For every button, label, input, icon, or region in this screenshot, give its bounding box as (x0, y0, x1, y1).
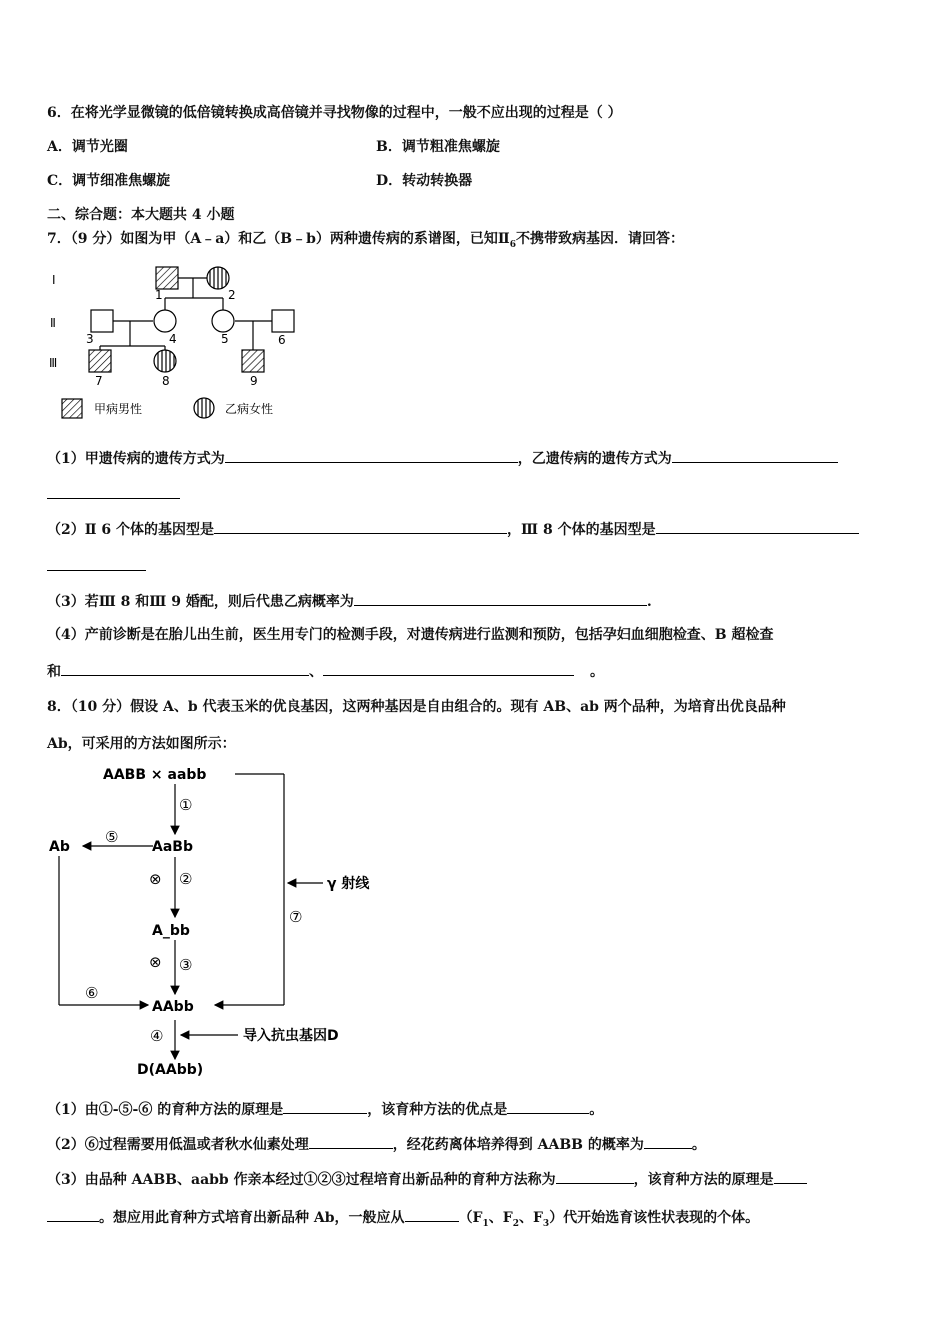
q6-option-d[interactable]: D．转动转换器 (376, 173, 473, 189)
d-aabb-label: D(AAbb) (137, 1062, 204, 1078)
answer-blank[interactable] (283, 1099, 367, 1114)
self-cross-symbol: ⊗ (149, 870, 162, 888)
q8-part2: （2）⑥过程需要用低温或者秋水仙素处理 ，经花药离体培养得到 AABB 的概率为 。 (47, 1134, 706, 1155)
q7-part4: （4）产前诊断是在胎儿出生前，医生用专门的检测手段，对遗传病进行监测和预防，包括孕妇血细胞检查、B 超检查 (47, 627, 774, 643)
answer-blank[interactable] (214, 519, 507, 534)
q6-stem: 6．在将光学显微镜的低倍镜转换成高倍镜并寻找物像的过程中，一般不应出现的过程是（ ） (47, 105, 622, 121)
answer-blank[interactable] (225, 448, 518, 463)
q6-option-c[interactable]: C．调节细准焦螺旋 (47, 173, 171, 189)
step-6: ⑥ (85, 984, 99, 1002)
q7-part2-cont (47, 556, 146, 577)
answer-blank[interactable] (556, 1169, 634, 1184)
answer-blank[interactable] (61, 661, 309, 676)
gamma-ray-label: γ 射线 (327, 876, 370, 892)
pedigree-chart (45, 258, 305, 423)
num-3: 3 (86, 332, 94, 346)
answer-blank[interactable] (47, 556, 146, 571)
legend-a-label: 甲病男性 (94, 402, 143, 416)
a-bb-label: A_bb (152, 923, 190, 939)
gen-label-3: Ⅲ (49, 356, 58, 370)
num-4: 4 (169, 332, 177, 346)
individual-6-male (272, 310, 294, 332)
q8-part3: （3）由品种 AABB、aabb 作亲本经过①②③过程培育出新品种的育种方法称为 ，该育种方法的原理是 (47, 1169, 807, 1190)
step-2: ② (179, 870, 193, 888)
q8-stem-line1: 8．（10 分）假设 A、b 代表玉米的优良基因，这两种基因是自由组合的。现有 AB、ab 两个品种，为培育出优良品种 (47, 699, 786, 715)
q8-stem-line2: Ab，可采用的方法如图所示： (47, 736, 236, 752)
q7-part1: （1）甲遗传病的遗传方式为 ，乙遗传病的遗传方式为 (47, 448, 838, 469)
parents-label: AABB × aabb (103, 767, 207, 783)
q7-part2: （2）Ⅱ 6 个体的基因型是 ，Ⅲ 8 个体的基因型是 (47, 519, 859, 540)
individual-5-female (212, 310, 234, 332)
answer-blank[interactable] (323, 661, 574, 676)
individual-8-affected-female (154, 350, 176, 372)
q8-part1: （1）由①-⑤-⑥ 的育种方法的原理是 ，该育种方法的优点是 。 (47, 1099, 603, 1120)
step-7: ⑦ (289, 908, 303, 926)
step-5: ⑤ (105, 828, 119, 846)
q8-part3-cont: 。想应用此育种方式培育出新品种 Ab，一般应从 （$F_1$、$F_2$、$F_3$）代开始选育该性状表现的个体。 (47, 1207, 759, 1234)
individual-3-male (91, 310, 113, 332)
step-1: ① (179, 796, 193, 814)
answer-blank[interactable] (47, 1207, 99, 1222)
num-8: 8 (162, 374, 170, 388)
answer-blank[interactable] (405, 1207, 459, 1222)
individual-7-affected-male (89, 350, 111, 372)
answer-blank[interactable] (656, 519, 859, 534)
breeding-diagram (45, 762, 390, 1082)
answer-blank[interactable] (644, 1134, 692, 1149)
q7-part1-cont (47, 484, 180, 505)
q7-stem: 7．（9 分）如图为甲（A﹣a）和乙（B﹣b）两种遗传病的系谱图，已知$Ⅱ_6$不携带致病基因．请回答： (47, 231, 684, 250)
ab-label: Ab (49, 839, 70, 855)
self-cross-symbol: ⊗ (149, 953, 162, 971)
q6-option-b[interactable]: B．调节粗准焦螺旋 (376, 139, 500, 155)
answer-blank[interactable] (47, 484, 180, 499)
f1-label: AaBb (152, 839, 193, 855)
answer-blank[interactable] (507, 1099, 589, 1114)
step-4: ④ (150, 1027, 164, 1045)
section-heading: 二、综合题：本大题共 4 小题 (47, 207, 235, 223)
num-5: 5 (221, 332, 229, 346)
legend-b-label: 乙病女性 (225, 402, 274, 416)
num-9: 9 (250, 374, 258, 388)
answer-blank[interactable] (354, 591, 647, 606)
num-7: 7 (95, 374, 103, 388)
num-2: 2 (228, 288, 236, 302)
answer-blank[interactable] (774, 1169, 807, 1184)
aabb-label: AAbb (152, 999, 194, 1015)
individual-9-affected-male (242, 350, 264, 372)
gen-label-2: Ⅱ (50, 316, 56, 330)
legend-affected-male-symbol (62, 399, 82, 418)
gen-label-1: Ⅰ (52, 273, 56, 287)
q7-part3: （3）若Ⅲ 8 和Ⅲ 9 婚配，则后代患乙病概率为 . (47, 591, 652, 612)
individual-1-affected-male (156, 267, 178, 289)
num-1: 1 (155, 288, 163, 302)
individual-2-affected-female (207, 267, 229, 289)
legend-affected-female-symbol (194, 398, 214, 418)
num-6: 6 (278, 333, 286, 347)
step-3: ③ (179, 956, 193, 974)
answer-blank[interactable] (309, 1134, 393, 1149)
q7-stem-subscript: 6 (509, 239, 516, 250)
q7-part4-cont: 和 、 。 (47, 661, 604, 682)
answer-blank[interactable] (672, 448, 838, 463)
q6-option-a[interactable]: A．调节光圈 (47, 139, 128, 155)
gene-import-label: 导入抗虫基因D (243, 1028, 339, 1044)
individual-4-female (154, 310, 176, 332)
